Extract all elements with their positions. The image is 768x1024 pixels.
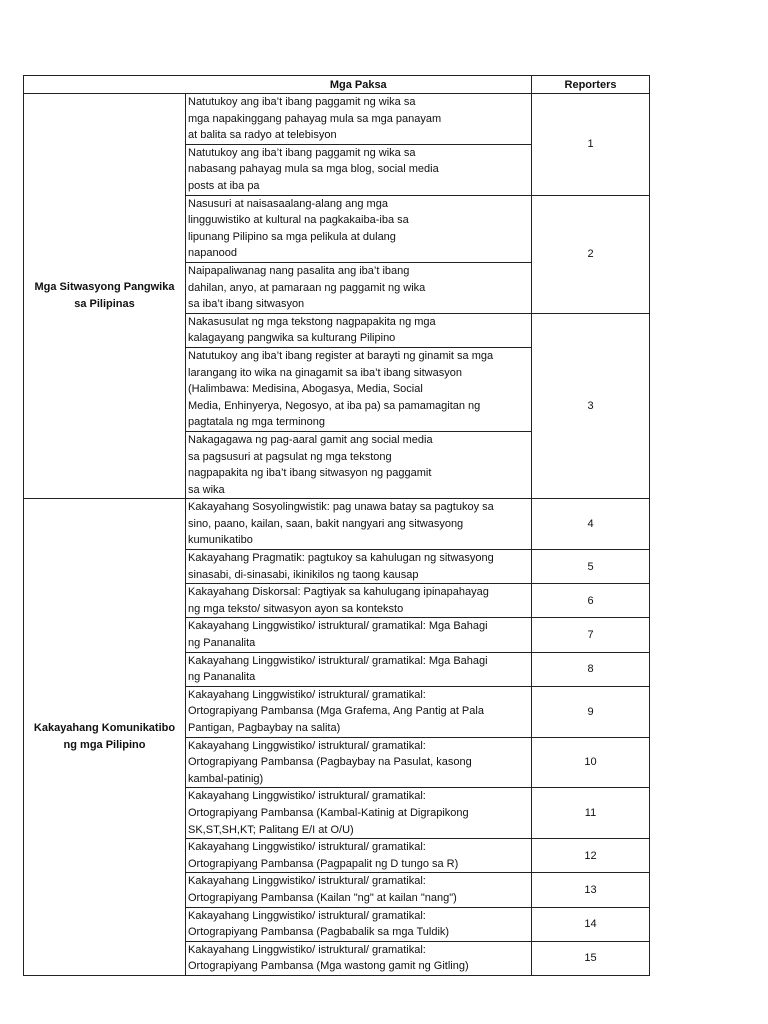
topic-cell: Natutukoy ang iba’t ibang paggamit ng wika sa nabasang pahayag mula sa mga blog, social media posts at iba pa: [186, 144, 532, 195]
reporter-cell: 10: [532, 737, 650, 788]
topic-cell: Natutukoy ang iba’t ibang register at barayti ng ginamit sa mga larangang ito wika na ginagamit sa iba’t ibang sitwasyon (Halimbawa: Medisina, Abogasya, Media, Social Media, Enhinyerya, Negosyo, at iba pa) sa pamamagitan ng pagtatala ng mga terminong: [186, 347, 532, 431]
reporter-cell: 12: [532, 839, 650, 873]
reporter-cell: 6: [532, 584, 650, 618]
topics-table: [23, 75, 650, 976]
topic-cell: Kakayahang Linggwistiko/ istruktural/ gramatikal: Ortograpiyang Pambansa (Kambal-Katinig at Digrapikong SK,ST,SH,KT; Palitang E/I at O/U): [186, 788, 532, 839]
topic-cell: Kakayahang Sosyolingwistik: pag unawa batay sa pagtukoy sa sino, paano, kailan, saan, bakit nangyari ang sitwasyong kumunikatibo: [186, 499, 532, 550]
topic-cell: Kakayahang Linggwistiko/ istruktural/ gramatikal: Ortograpiyang Pambansa (Mga wastong gamit ng Gitling): [186, 941, 532, 975]
topic-cell: Kakayahang Linggwistiko/ istruktural/ gramatikal: Ortograpiyang Pambansa (Pagbaybay na Pasulat, kasong kambal-patinig): [186, 737, 532, 788]
topic-cell: Kakayahang Linggwistiko/ istruktural/ gramatikal: Ortograpiyang Pambansa (Mga Grafema, Ang Pantig at Pala Pantigan, Pagbaybay na salita): [186, 686, 532, 737]
reporter-cell: 8: [532, 652, 650, 686]
topic-cell: Kakayahang Diskorsal: Pagtiyak sa kahulugang ipinapahayag ng mga teksto/ sitwasyon ayon sa konteksto: [186, 584, 532, 618]
category-cell: Kakayahang Komunikatibo ng mga Pilipino: [24, 499, 186, 976]
reporter-cell: 4: [532, 499, 650, 550]
topic-cell: Kakayahang Linggwistiko/ istruktural/ gramatikal: Mga Bahagi ng Pananalita: [186, 618, 532, 652]
header-row: [24, 76, 650, 94]
table-row: [24, 499, 650, 550]
topic-cell: Nasusuri at naisasaalang-alang ang mga lingguwistiko at kultural na pagkakaiba-iba sa lipunang Pilipino sa mga pelikula at dulang napanood: [186, 195, 532, 262]
reporter-cell: 3: [532, 313, 650, 499]
topic-cell: Kakayahang Linggwistiko/ istruktural/ gramatikal: Ortograpiyang Pambansa (Kailan "ng" at kailan "nang"): [186, 873, 532, 907]
topic-cell: Naipapaliwanag nang pasalita ang iba’t ibang dahilan, anyo, at pamaraan ng paggamit ng wika sa iba’t ibang sitwasyon: [186, 262, 532, 313]
topic-cell: Natutukoy ang iba’t ibang paggamit ng wika sa mga napakinggang pahayag mula sa mga panayam at balita sa radyo at telebisyon: [186, 94, 532, 145]
reporter-cell: 15: [532, 941, 650, 975]
category-cell: Mga Sitwasyong Pangwika sa Pilipinas: [24, 94, 186, 499]
topic-cell: Kakayahang Linggwistiko/ istruktural/ gramatikal: Ortograpiyang Pambansa (Pagpapalit ng D tungo sa R): [186, 839, 532, 873]
reporter-cell: 7: [532, 618, 650, 652]
reporter-cell: 1: [532, 94, 650, 196]
reporter-cell: 5: [532, 550, 650, 584]
topic-cell: Kakayahang Linggwistiko/ istruktural/ gramatikal: Ortograpiyang Pambansa (Pagbabalik sa mga Tuldik): [186, 907, 532, 941]
table-row: [24, 94, 650, 145]
topic-cell: Nakagagawa ng pag-aaral gamit ang social media sa pagsusuri at pagsulat ng mga tekstong nagpapakita ng iba’t ibang sitwasyon ng paggamit sa wika: [186, 431, 532, 498]
reporter-cell: 14: [532, 907, 650, 941]
topic-cell: Nakasusulat ng mga tekstong nagpapakita ng mga kalagayang pangwika sa kulturang Pilipino: [186, 313, 532, 347]
header-blank: [24, 76, 186, 94]
header-reporters: Reporters: [532, 76, 650, 94]
topic-cell: Kakayahang Pragmatik: pagtukoy sa kahulugan ng sitwasyong sinasabi, di-sinasabi, ikinikilos ng taong kausap: [186, 550, 532, 584]
topic-cell: Kakayahang Linggwistiko/ istruktural/ gramatikal: Mga Bahagi ng Pananalita: [186, 652, 532, 686]
reporter-cell: 2: [532, 195, 650, 313]
reporter-cell: 13: [532, 873, 650, 907]
reporter-cell: 11: [532, 788, 650, 839]
reporter-cell: 9: [532, 686, 650, 737]
header-topics: Mga Paksa: [186, 76, 532, 94]
